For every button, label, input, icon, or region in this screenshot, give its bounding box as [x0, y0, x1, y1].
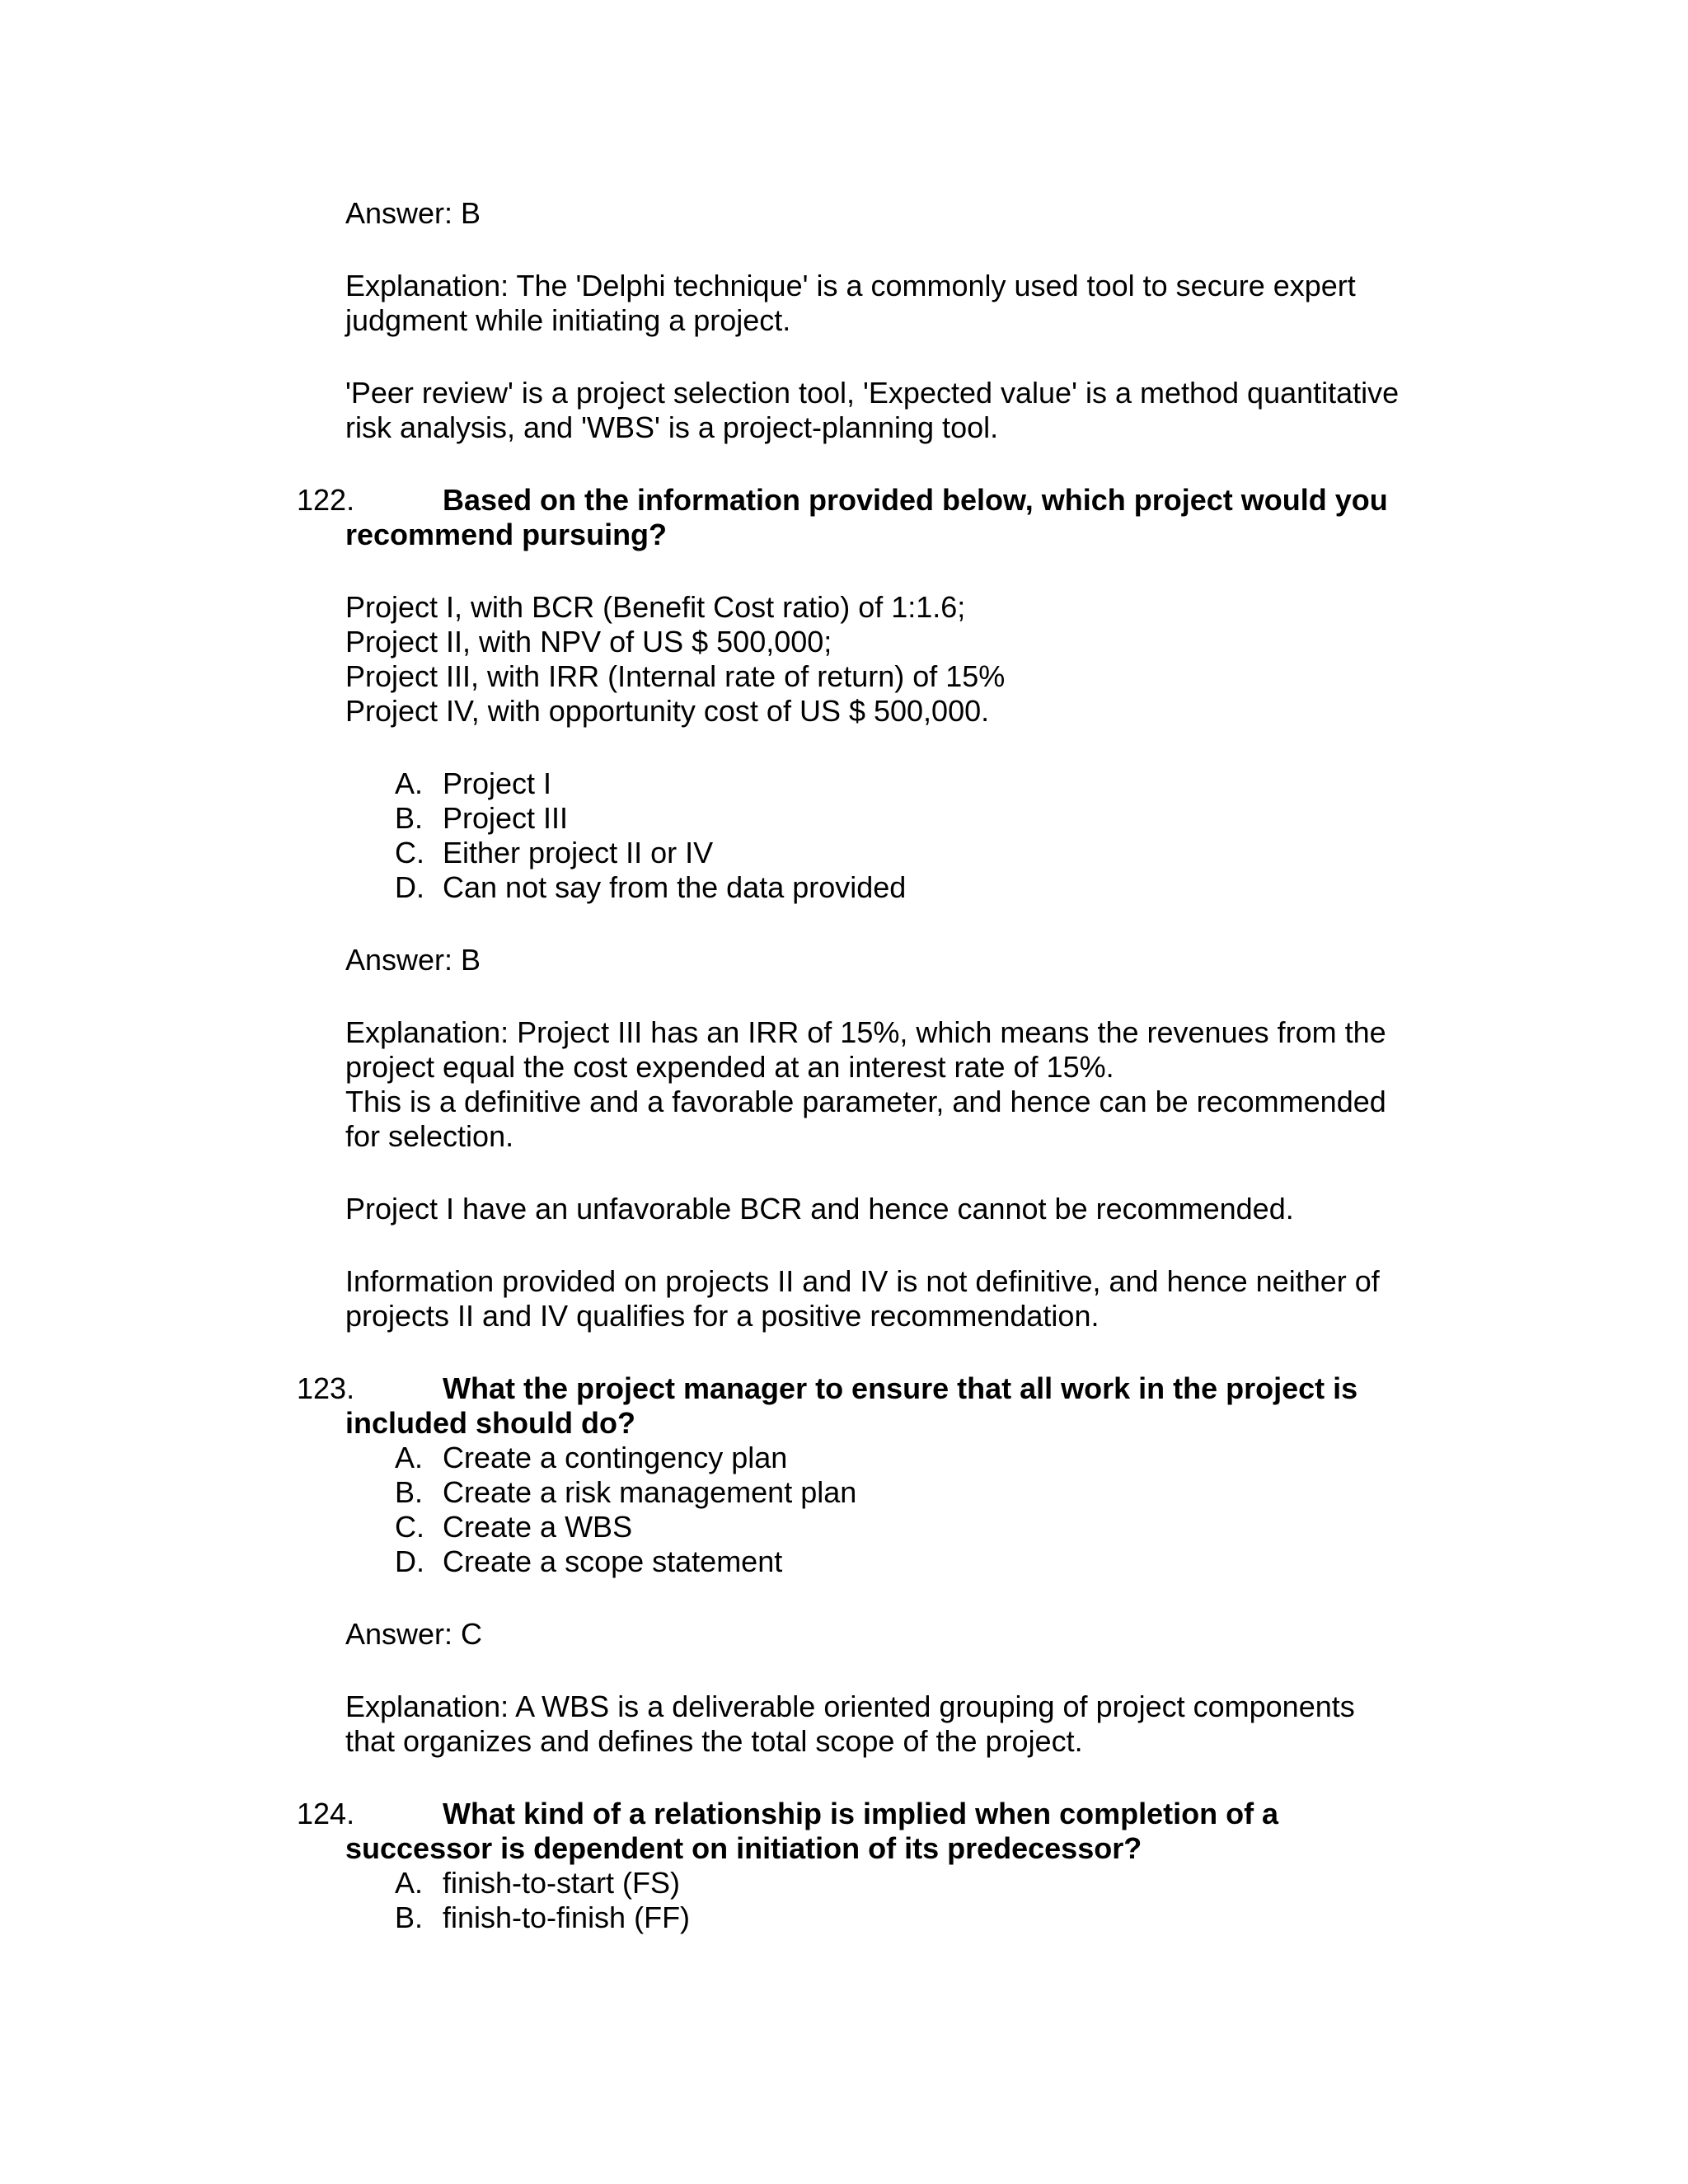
option-123-d: Create a scope statement [443, 1544, 783, 1578]
info-122-line-2: Project II, with NPV of US $ 500,000; [345, 625, 832, 658]
question-122-line-1: Based on the information provided below, which project would you [443, 483, 1388, 517]
option-123-b-letter: B. [395, 1475, 424, 1509]
explanation-122-line-1: Explanation: Project III has an IRR of 15%, which means the revenues from the [345, 1015, 1386, 1049]
option-122-b-letter: B. [395, 801, 424, 835]
question-124-line-2: successor is dependent on initiation of its predecessor? [345, 1831, 1142, 1865]
explanation-121-line-2: judgment while initiating a project. [345, 303, 791, 337]
option-123-c: Create a WBS [443, 1510, 633, 1544]
option-122-a-letter: A. [395, 766, 424, 800]
answer-122: Answer: B [345, 943, 481, 977]
option-122-a: Project I [443, 766, 552, 800]
answer-123: Answer: C [345, 1617, 483, 1651]
question-123-line-2: included should do? [345, 1406, 635, 1440]
question-122-line-2: recommend pursuing? [345, 518, 668, 551]
note-121-line-1: 'Peer review' is a project selection tool, 'Expected value' is a method quantitative [345, 376, 1400, 410]
option-124-b-letter: B. [395, 1900, 424, 1934]
explanation-122-line-2: project equal the cost expended at an interest rate of 15%. [345, 1050, 1114, 1084]
question-number-122: 122. [297, 483, 355, 517]
option-123-a: Create a contingency plan [443, 1441, 788, 1474]
question-number-123: 123. [297, 1371, 355, 1405]
option-123-c-letter: C. [395, 1510, 424, 1544]
option-122-c: Either project II or IV [443, 836, 714, 869]
note-121-line-2: risk analysis, and 'WBS' is a project-planning tool. [345, 410, 999, 444]
explanation-121-line-1: Explanation: The 'Delphi technique' is a commonly used tool to secure expert [345, 269, 1356, 302]
option-124-b: finish-to-finish (FF) [443, 1900, 691, 1934]
explanation-123-line-2: that organizes and defines the total scope of the project. [345, 1724, 1083, 1758]
option-122-b: Project III [443, 801, 569, 835]
explanation-122-line-3: This is a definitive and a favorable parameter, and hence can be recommended [345, 1085, 1386, 1118]
explanation-122-line-4: for selection. [345, 1119, 514, 1153]
info-122-line-3: Project III, with IRR (Internal rate of return) of 15% [345, 659, 1006, 693]
note-122-2-line-2: projects II and IV qualifies for a positive recommendation. [345, 1299, 1100, 1333]
option-122-c-letter: C. [395, 836, 424, 869]
question-124-line-1: What kind of a relationship is implied when completion of a [443, 1797, 1279, 1830]
option-122-d: Can not say from the data provided [443, 870, 907, 904]
info-122-line-1: Project I, with BCR (Benefit Cost ratio) of 1:1.6; [345, 590, 966, 624]
explanation-123-line-1: Explanation: A WBS is a deliverable oriented grouping of project components [345, 1690, 1355, 1723]
question-123-line-1: What the project manager to ensure that all work in the project is [443, 1371, 1358, 1405]
note-122-2-line-1: Information provided on projects II and IV is not definitive, and hence neither of [345, 1264, 1380, 1298]
option-124-a: finish-to-start (FS) [443, 1866, 681, 1900]
question-number-124: 124. [297, 1797, 355, 1830]
info-122-line-4: Project IV, with opportunity cost of US $ 500,000. [345, 694, 990, 728]
note-122-1: Project I have an unfavorable BCR and hence cannot be recommended. [345, 1192, 1294, 1226]
option-122-d-letter: D. [395, 870, 424, 904]
option-124-a-letter: A. [395, 1866, 424, 1900]
option-123-b: Create a risk management plan [443, 1475, 857, 1509]
option-123-a-letter: A. [395, 1441, 424, 1474]
option-123-d-letter: D. [395, 1544, 424, 1578]
answer-121: Answer: B [345, 196, 481, 230]
